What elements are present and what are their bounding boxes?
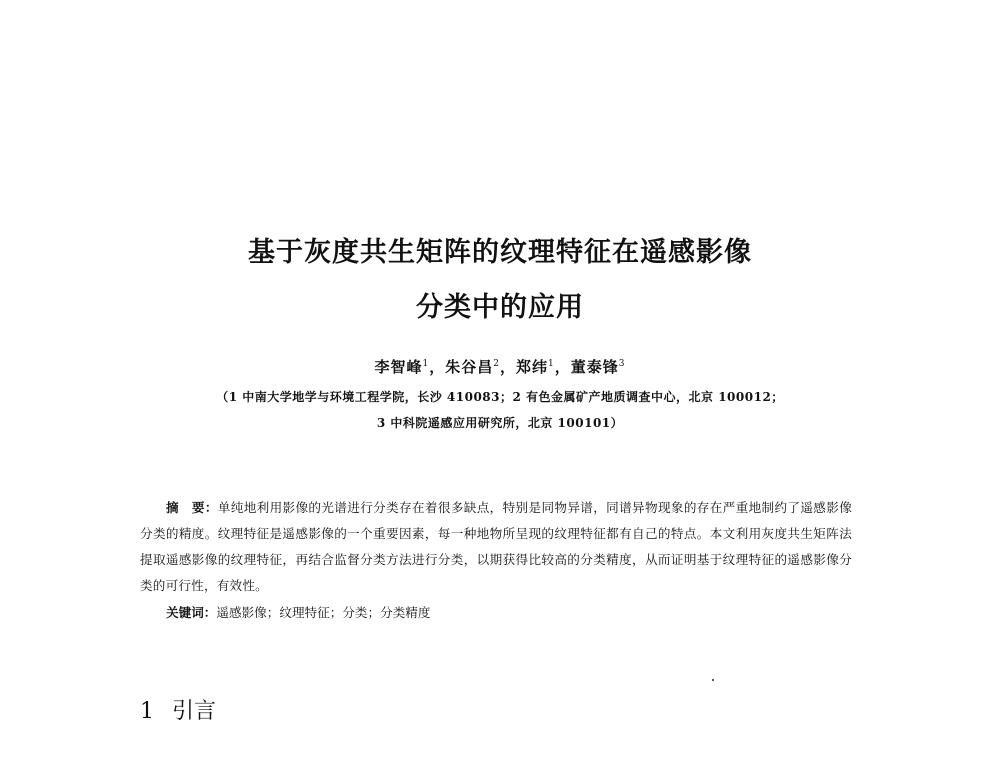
author-separator: ， (554, 358, 571, 376)
abstract-label: 摘 要： (166, 500, 218, 515)
author-affiliation-mark: 3 (618, 359, 626, 369)
author-affiliation-mark: 1 (422, 359, 430, 369)
author-name: 董泰锋 (570, 358, 619, 376)
author-separator: ， (499, 358, 516, 376)
paper-title-line-1: 基于灰度共生矩阵的纹理特征在遥感影像 (248, 237, 752, 268)
keywords-line (166, 600, 856, 626)
author-list (0, 356, 1000, 377)
section-number: 1 (140, 699, 154, 724)
author-name: 李智峰 (374, 358, 423, 376)
author-name: 郑纬 (516, 358, 549, 376)
keywords-text: 遥感影像；纹理特征；分类；分类精度 (216, 605, 431, 620)
author-separator: ， (429, 358, 446, 376)
section-heading (140, 694, 216, 725)
keywords-label: 关键词： (166, 605, 217, 620)
abstract-paragraph (140, 495, 852, 599)
author-affiliation-mark: 2 (493, 359, 500, 369)
paper-title-line-2: 分类中的应用 (416, 292, 584, 323)
affiliation-line-1: （1 中南大学地学与环境工程学院，长沙 410083；2 有色金属矿产地质调查中心，北京 100012； (216, 390, 784, 404)
section-title: 引言 (172, 699, 217, 724)
abstract-text: 单纯地利用影像的光谱进行分类存在着很多缺点，特别是同物异谱，同谱异物现象的存在严重地制约了遥感影像分类的精度。纹理特征是遥感影像的一个重要因素，每一种地物所呈现的纹理特征都有自己的特点。本文利用灰度共生矩阵法提取遥感影像的纹理特征，再结合监督分类方法进行分类，以期获得比较高的分类精度，从而证明基于纹理特征的遥感影像分类的可行性，有效性。 (140, 500, 852, 593)
author-affiliation-mark: 1 (548, 359, 555, 369)
author-name: 朱谷昌 (445, 358, 494, 376)
affiliation-line-2: 3 中科院遥感应用研究所，北京 100101） (376, 416, 624, 430)
scan-speck (712, 679, 714, 681)
